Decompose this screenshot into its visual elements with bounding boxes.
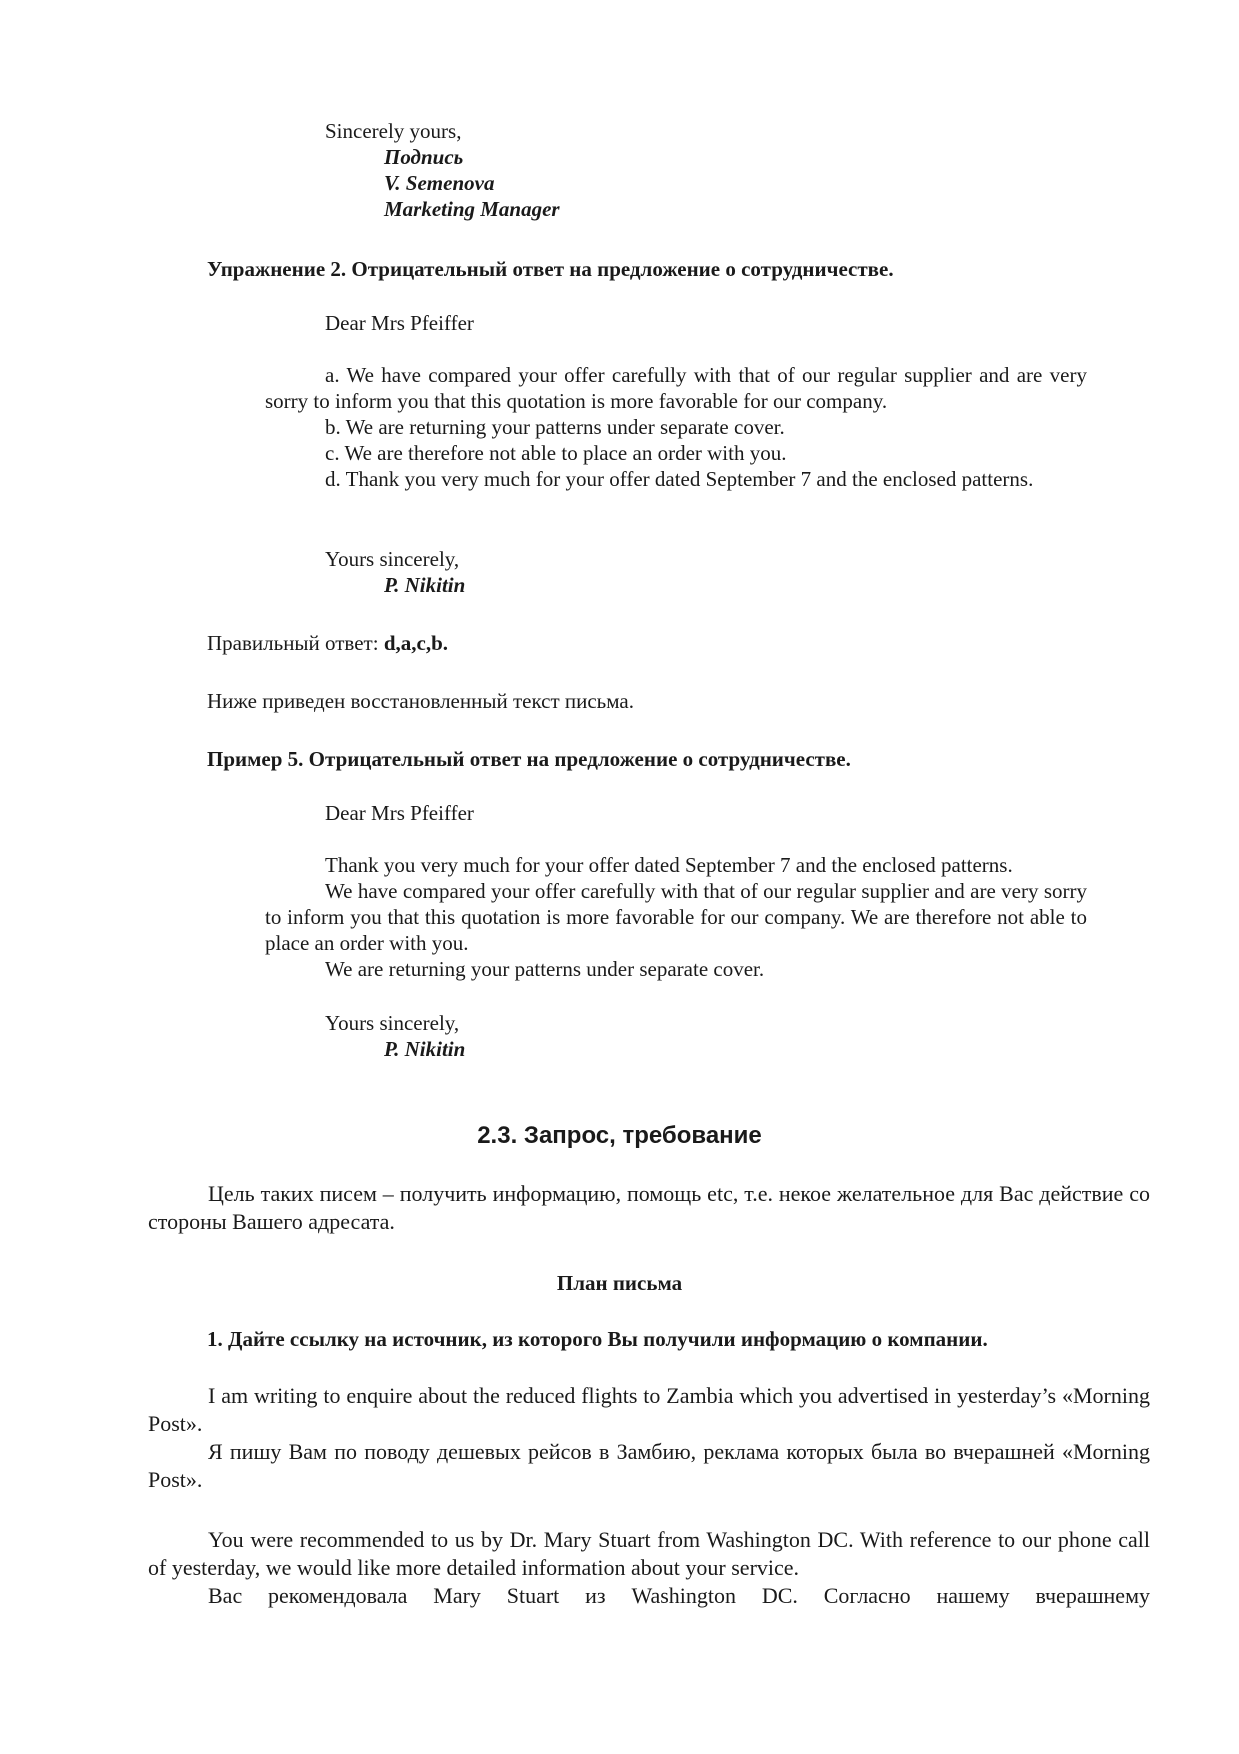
closing-greeting: Sincerely yours,	[325, 119, 462, 143]
example-closing: Yours sincerely,	[325, 1011, 460, 1035]
answer-value: d,a,c,b.	[383, 631, 448, 655]
exercise-item-c: c. We are therefore not able to place an order with you.	[325, 441, 787, 465]
exercise-item-d: d. Thank you very much for your offer dated September 7 and the enclosed patterns.	[325, 467, 1034, 491]
signer-name: V. Semenova	[384, 171, 495, 195]
plan-step-1: 1. Дайте ссылку на источник, из которого Вы получили информацию о компании.	[207, 1327, 988, 1351]
example-signer: P. Nikitin	[384, 1037, 466, 1061]
example-heading: Пример 5. Отрицательный ответ на предложение о сотрудничестве.	[207, 747, 851, 771]
section-intro: Цель таких писем – получить информацию, помощь etc, т.е. некое желательное для Вас действие со стороны Вашего адресата.	[148, 1181, 1150, 1234]
example-en-2: You were recommended to us by Dr. Mary Stuart from Washington DC. With reference to our phone call of yesterday, we would like more detailed information about your service.	[148, 1527, 1150, 1580]
exercise-salutation: Dear Mrs Pfeiffer	[325, 311, 474, 335]
plan-title: План письма	[556, 1271, 683, 1295]
exercise-signer: P. Nikitin	[384, 573, 466, 597]
section-title: 2.3. Запрос, требование	[477, 1122, 762, 1149]
signature-placeholder: Подпись	[384, 145, 464, 169]
example-paragraph: We have compared your offer carefully with that of our regular supplier and are very sorry to inform you that this quotation is more favorable for our company. We are therefore not able to place an order with you.	[265, 879, 1087, 955]
example-paragraph: We are returning your patterns under separate cover.	[325, 957, 765, 981]
answer-label: Правильный ответ:	[207, 631, 384, 655]
signer-title: Marketing Manager	[384, 197, 560, 221]
example-ru-1: Я пишу Вам по поводу дешевых рейсов в Замбию, реклама которых была во вчерашней «Morning Post».	[148, 1439, 1150, 1492]
exercise-closing: Yours sincerely,	[325, 547, 460, 571]
restored-note: Ниже приведен восстановленный текст письма.	[207, 689, 634, 713]
example-ru-2: Вас рекомендовала Mary Stuart из Washington DC. Согласно нашему вчерашнему	[208, 1583, 1150, 1608]
example-salutation: Dear Mrs Pfeiffer	[325, 801, 474, 825]
correct-answer	[207, 630, 448, 656]
exercise-item-a: a. We have compared your offer carefully with that of our regular supplier and are very sorry to inform you that this quotation is more favorable for our company.	[265, 363, 1087, 413]
exercise-heading: Упражнение 2. Отрицательный ответ на предложение о сотрудничестве.	[207, 257, 894, 281]
example-paragraph: Thank you very much for your offer dated September 7 and the enclosed patterns.	[325, 853, 1013, 877]
exercise-item-b: b. We are returning your patterns under separate cover.	[325, 415, 785, 439]
example-en-1: I am writing to enquire about the reduced flights to Zambia which you advertised in yesterday’s «Morning Post».	[148, 1383, 1150, 1436]
